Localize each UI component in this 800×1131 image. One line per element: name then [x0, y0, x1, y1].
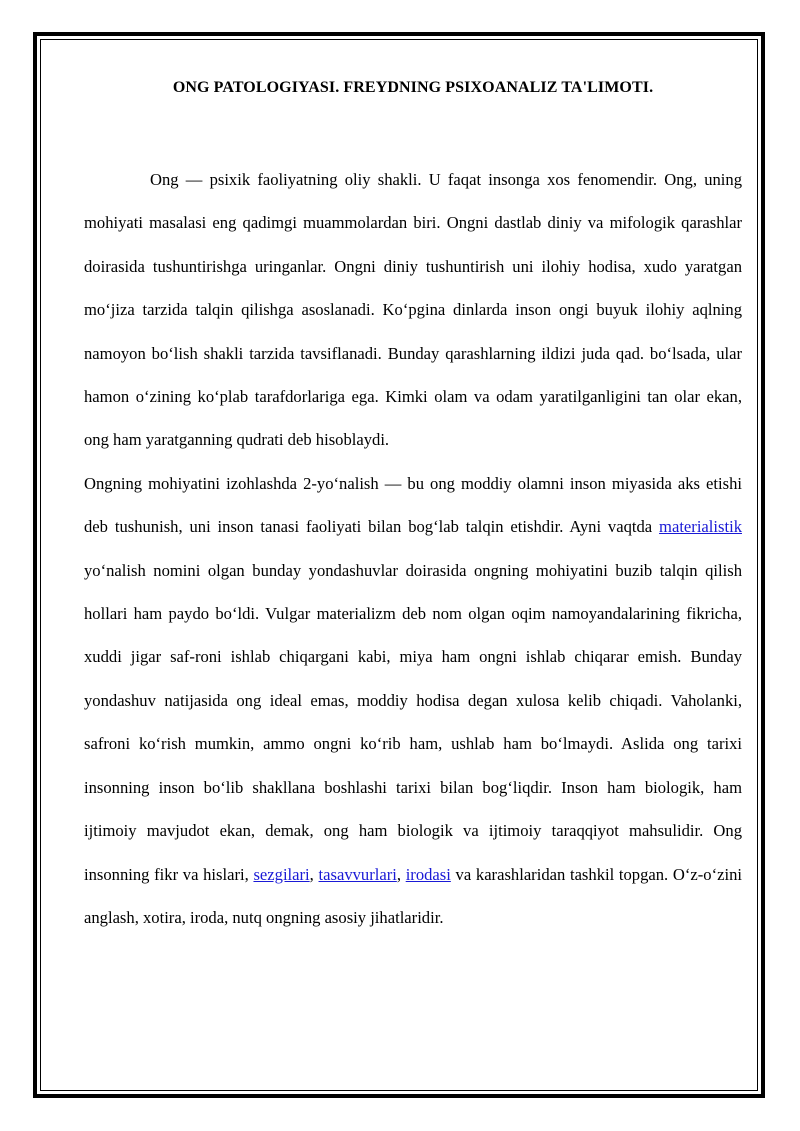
paragraph-2-text-3: va karashlaridan tashkil topgan. O‘z-o‘zini anglash, xotira, iroda, nutq ongning asosiy jihatlaridir. [84, 864, 742, 927]
paragraph-2-text-2: yo‘nalish nomini olgan bunday yondashuvlar doirasida ongning mohiyatini buzib talqin qilish hollari ham paydo bo‘ldi. Vulgar materializm deb nom olgan oqim namoyandalarining fikricha, xuddi jigar saf-roni ishlab chiqargani kabi, miya ham ongni ishlab chiqarar emish. Bunday yondashuv natijasida ong ideal emas, moddiy hodisa degan xulosa kelib chiqadi. Vaholanki, safroni ko‘rish mumkin, ammo ongni ko‘rib ham, ushlab ham bo‘lmaydi. Aslida ong tarixi insonning inson bo‘lib shakllana boshlashi tarixi bilan bog‘liqdir. Inson ham biologik, ham ijtimoiy mavjudot ekan, demak, ong ham biologik va ijtimoiy taraqqiyot mahsulidir. Ong insonning fikr va hislari, [84, 560, 742, 884]
paragraph-2 [84, 462, 742, 939]
link-materialistik[interactable]: materialistik [659, 517, 742, 537]
separator-comma: , [396, 864, 406, 884]
paragraph-2-text-1: Ongning mohiyatini izohlashda 2-yo‘nalish — bu ong moddiy olamni inson miyasida aks etishi deb tushunish, uni inson tanasi faoliyati bilan bog‘lab talqin etishdir. Ayni vaqtda [84, 473, 742, 537]
document-title: ONG PATOLOGIYASI. FREYDNING PSIXOANALIZ TA'LIMOTI. [172, 79, 654, 96]
document-body [84, 75, 742, 939]
link-sezgilari[interactable]: sezgilari [253, 864, 310, 884]
paragraph-1: Ong — psixik faoliyatning oliy shakli. U faqat insonga xos fenomendir. Ong, uning mohiyati masalasi eng qadimgi muammolardan biri. Ongni dastlab diniy va mifologik qarashlar doirasida tushuntirishga uringanlar. Ongni diniy tushuntirish uni ilohiy hodisa, xudo yaratgan mo‘jiza tarzida talqin qilishga asoslanadi. Ko‘pgina dinlarda inson ongi buyuk ilohiy aqlning namoyon bo‘lish shakli tarzida tavsiflanadi. Bunday qarashlarning ildizi juda qad. bo‘lsada, ular hamon o‘zining ko‘plab tarafdorlariga ega. Kimki olam va odam yaratilganligini tan olar ekan, ong ham yaratganning qudrati deb hisoblaydi. [84, 170, 742, 450]
link-irodasi[interactable]: irodasi [405, 864, 451, 884]
separator-comma: , [309, 864, 319, 884]
link-tasavvurlari[interactable]: tasavvurlari [318, 864, 397, 884]
